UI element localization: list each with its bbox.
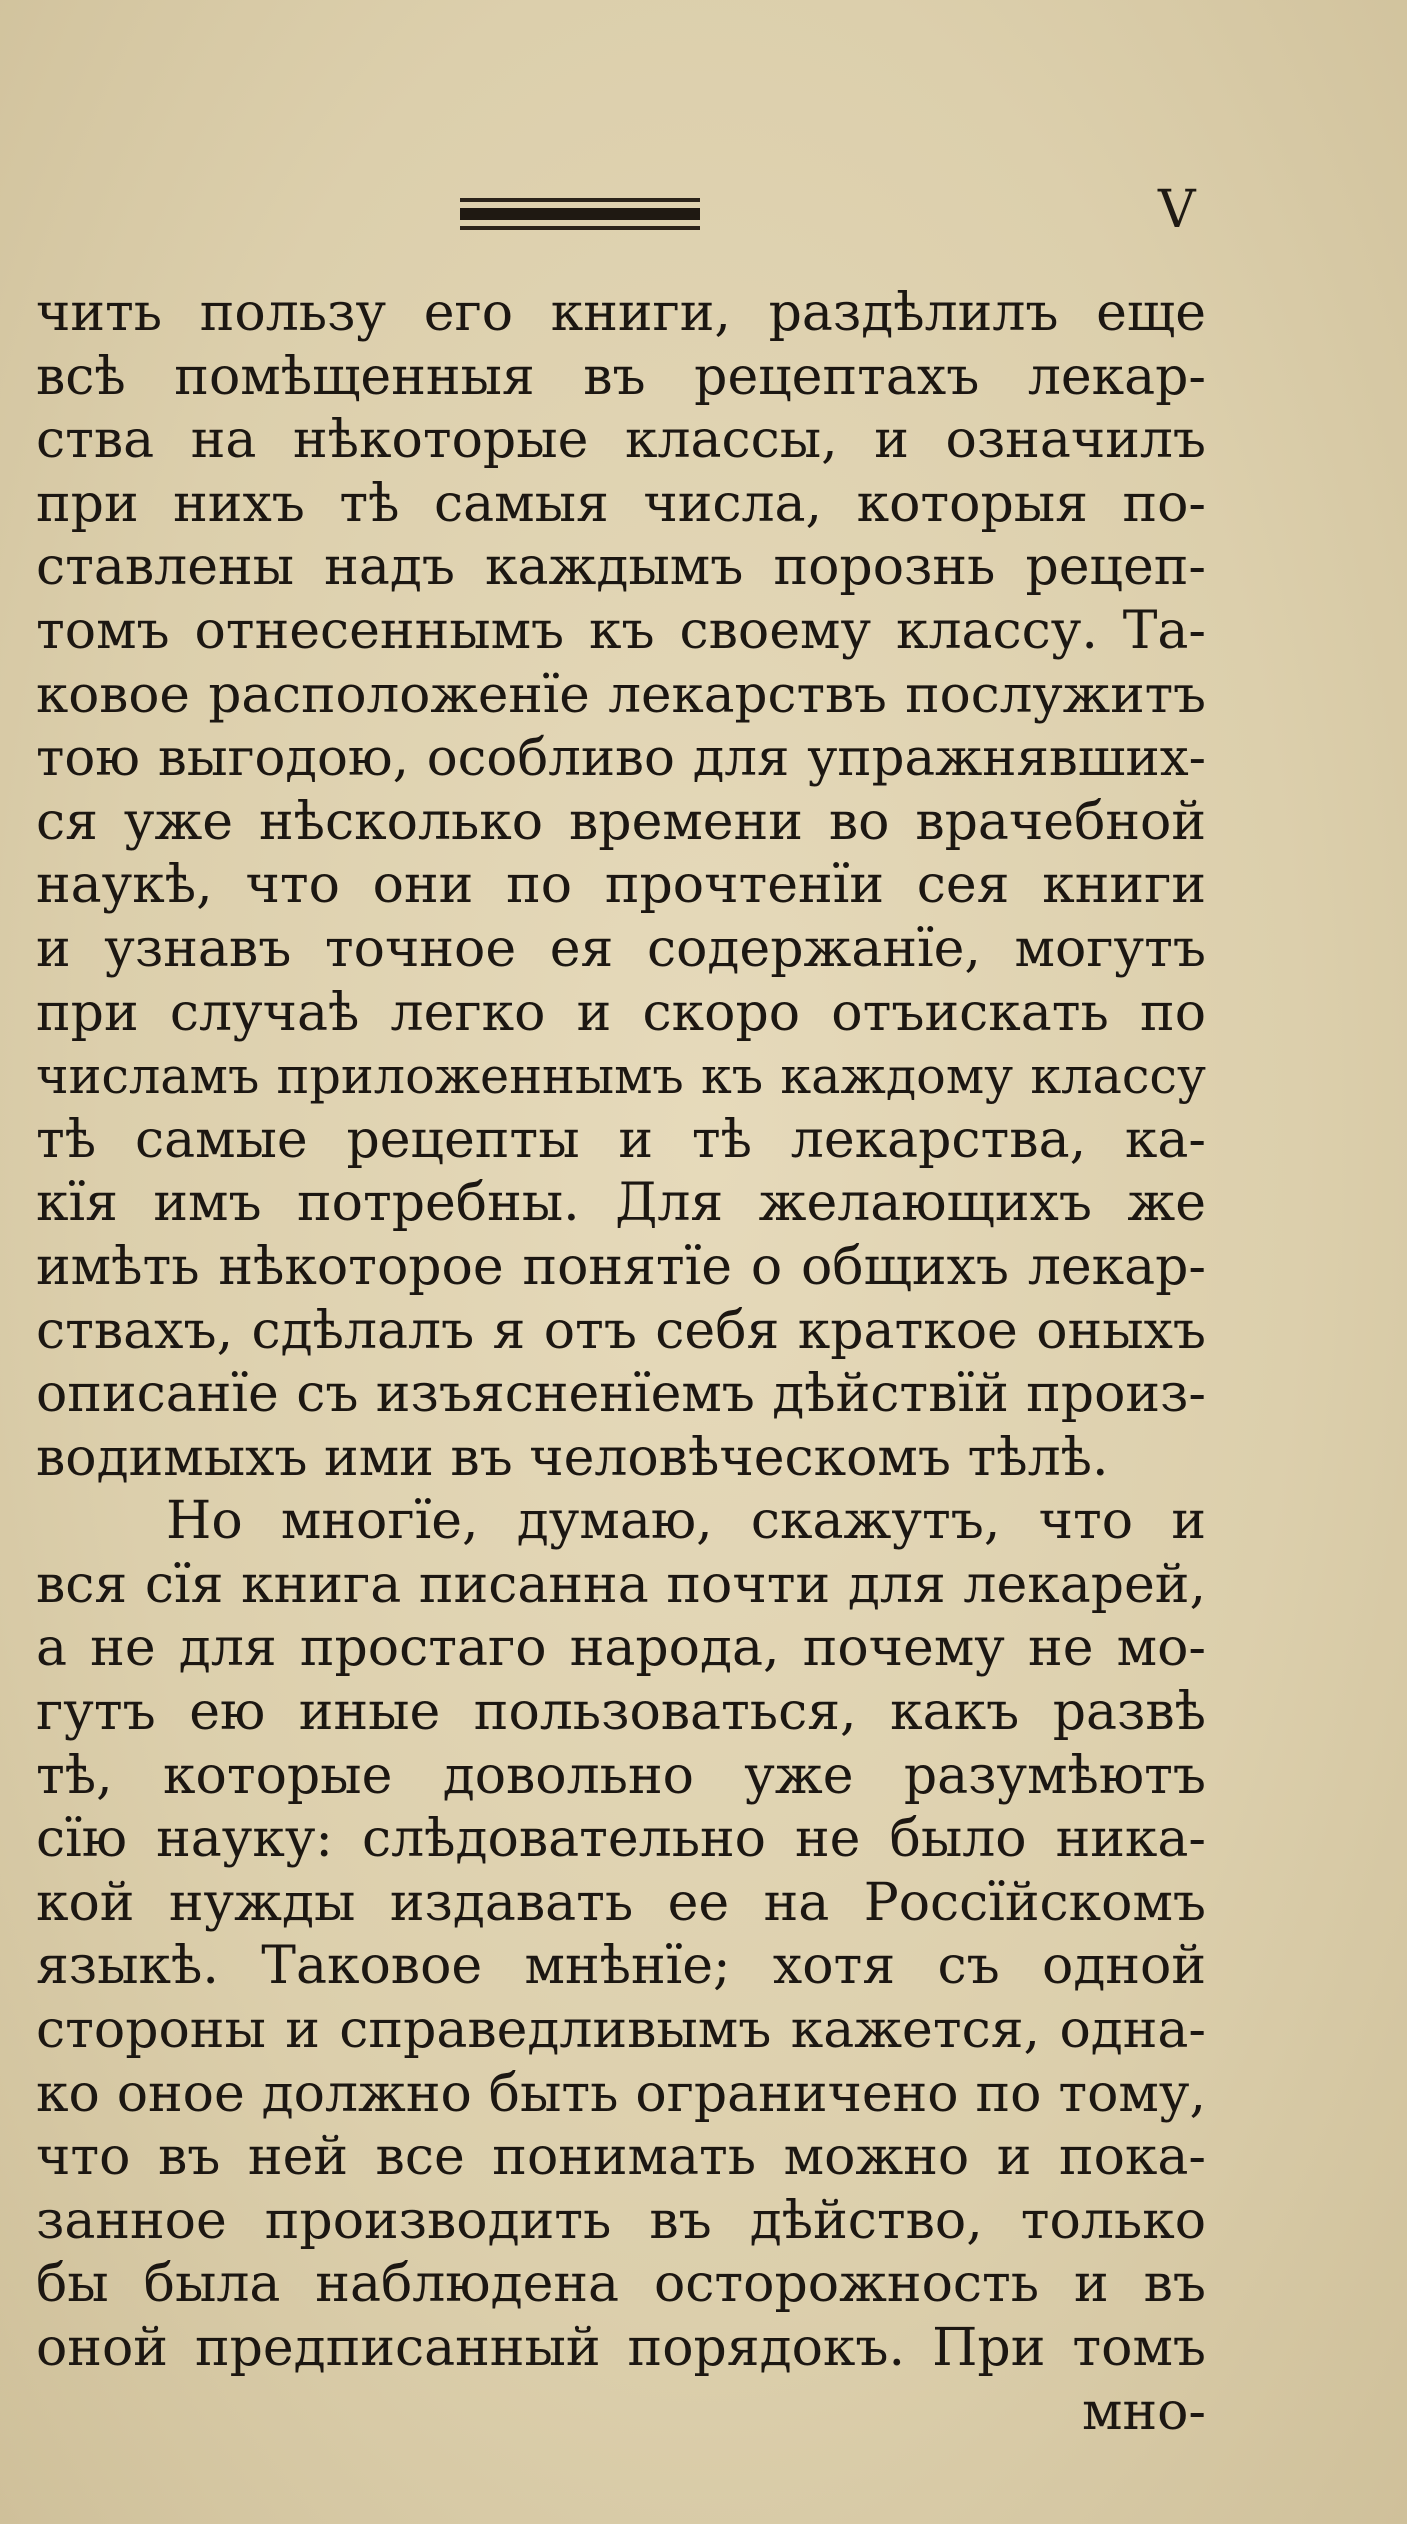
text-line: стороны и справедливымъ кажется, одна- — [36, 2000, 1206, 2061]
text-line: томъ отнесеннымъ къ своему классу. Та- — [36, 600, 1206, 661]
text-line: ся уже нѣсколько времени во врачебной — [36, 791, 1206, 852]
text-line-paragraph-end: водимыхъ ими въ человѣческомъ тѣлѣ. — [36, 1427, 1109, 1488]
text-line: бы была наблюдена осторожность и въ — [36, 2254, 1206, 2315]
text-line: гутъ ею иные пользоваться, какъ развѣ — [36, 1682, 1206, 1743]
text-line: языкѣ. Таковое мнѣнїе; хотя съ одной — [36, 1936, 1206, 1997]
catchword: мно- — [1082, 2381, 1206, 2442]
text-line: ства на нѣкоторые классы, и означилъ — [36, 410, 1206, 471]
text-line: и узнавъ точное ея содержанїе, могутъ — [36, 918, 1206, 979]
text-line: кїя имъ потребны. Для желающихъ же — [36, 1173, 1206, 1234]
text-line: сїю науку: слѣдовательно не было никa- — [36, 1809, 1206, 1870]
text-line: чить пользу его книги, раздѣлилъ еще — [36, 283, 1206, 343]
text-line: что въ ней все понимать можно и пока- — [36, 2127, 1206, 2188]
text-line: имѣть нѣкоторое понятїе о общихъ лекар- — [36, 1236, 1206, 1297]
text-line: ствахъ, сдѣлалъ я отъ себя краткое оныхъ — [36, 1300, 1206, 1361]
header-rule-thin-bottom — [460, 226, 700, 230]
text-line: оной предписанный порядокъ. При томъ — [36, 2318, 1206, 2378]
text-line: тѣ самые рецепты и тѣ лекарства, ка- — [36, 1109, 1206, 1170]
text-line: тѣ, которые довольно уже разумѣютъ — [36, 1745, 1206, 1806]
text-line: при случаѣ легко и скоро отъискать по — [36, 982, 1206, 1043]
text-line: ко оное должно быть ограничено по тому, — [36, 2063, 1206, 2124]
text-line: числамъ приложеннымъ къ каждому классу — [36, 1047, 1206, 1106]
page-number: V — [1158, 180, 1196, 240]
text-line: кой нужды издавать ее на Россїйскомъ — [36, 1872, 1206, 1933]
text-line: при нихъ тѣ самыя числа, которыя по- — [36, 473, 1206, 534]
text-line: наукѣ, что они по прочтенїи сея книги — [36, 855, 1206, 916]
text-line: вся сїя книга писанна почти для лекарей, — [36, 1554, 1206, 1615]
text-line: занное производить въ дѣйство, только — [36, 2190, 1206, 2251]
header-rule-thick — [460, 208, 700, 220]
header-rule — [460, 198, 700, 230]
text-line: всѣ помѣщенныя въ рецептахъ лекар- — [36, 346, 1206, 407]
text-line: тою выгодою, особливо для упражнявших- — [36, 728, 1206, 789]
text-line: ставлены надъ каждымъ порознь рецеп- — [36, 537, 1206, 598]
text-line: а не для простаго народа, почему не мо- — [36, 1618, 1206, 1679]
header-rule-thin-top — [460, 198, 700, 202]
text-line: ковое расположенїе лекарствъ послужитъ — [36, 664, 1206, 725]
text-line-paragraph-start: Но многїе, думаю, скажутъ, что и — [166, 1491, 1206, 1552]
body-text — [36, 282, 1206, 2444]
text-line: описанїе съ изъясненїемъ дѣйствїй произ- — [36, 1364, 1206, 1425]
